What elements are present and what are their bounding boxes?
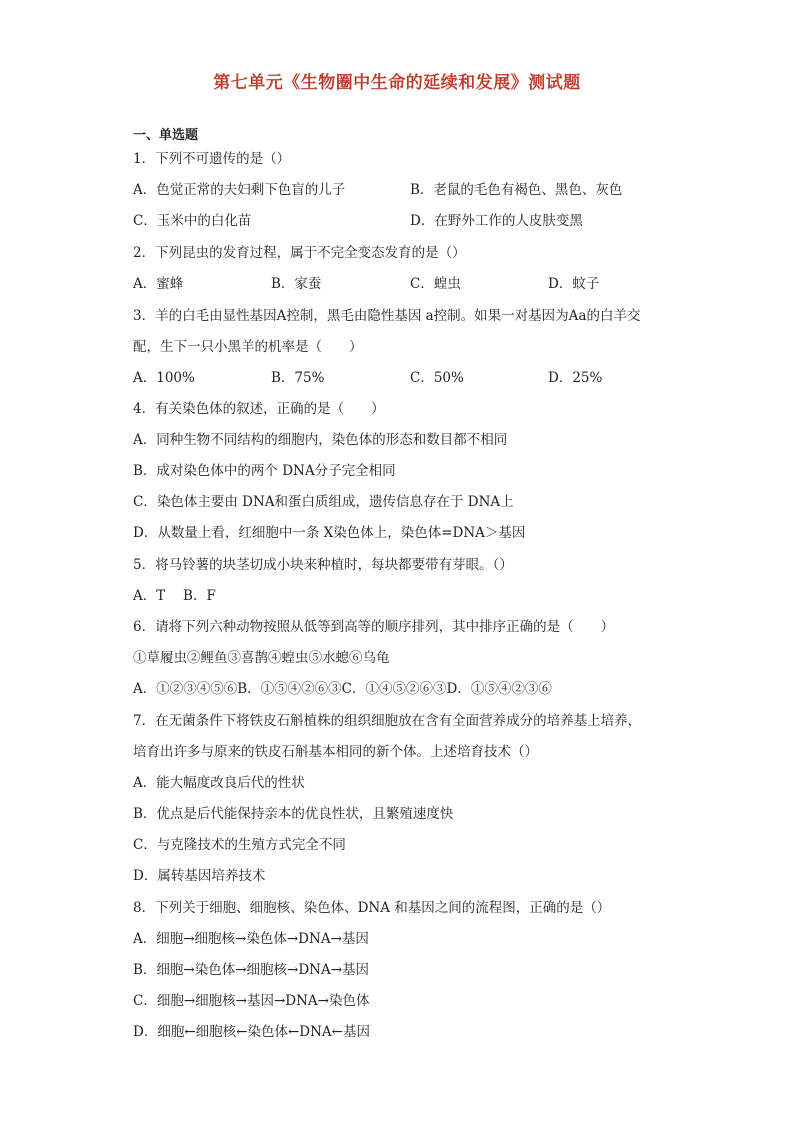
question-8-option-a: A．细胞→细胞核→染色体→DNA→基因 [133,931,369,947]
question-6-stem: 6．请将下列六种动物按照从低等到高等的顺序排列，其中排序正确的是（ ） [133,619,615,635]
question-5-stem: 5．将马铃薯的块茎切成小块来种植时，每块都要带有芽眼。（） [133,557,513,573]
question-3-option-d: D．25% [548,370,603,386]
question-7-option-a: A．能大幅度改良后代的性状 [133,775,305,791]
question-1-option-d: D．在野外工作的人皮肤变黑 [410,213,583,229]
question-7-option-c: C．与克隆技术的生殖方式完全不同 [133,837,346,853]
question-8-option-b: B．细胞→染色体→细胞核→DNA→基因 [133,962,370,978]
question-4-option-d: D．从数量上看，红细胞中一条 X染色体上，染色体=DNA＞基因 [133,525,526,541]
question-3-stem-line2: 配，生下一只小黑羊的机率是（ ） [133,339,363,355]
question-1-option-a: A．色觉正常的夫妇剩下色盲的儿子 [133,182,346,198]
question-3-stem-line1: 3．羊的白毛由显性基因A控制，黑毛由隐性基因 a控制。如果一对基因为Aa的白羊交 [133,308,641,324]
question-2-stem: 2．下列昆虫的发育过程，属于不完全变态发育的是（） [133,245,466,261]
question-4-option-b: B．成对染色体中的两个 DNA分子完全相同 [133,463,396,479]
question-3-option-a: A．100% [133,370,195,386]
question-6-options: A．①②③④⑤⑥B．①⑤④②⑥③C．①④⑤②⑥③D．①⑤④②③⑥ [133,681,552,697]
question-4-stem: 4．有关染色体的叙述，正确的是（ ） [133,401,385,417]
question-2-option-d: D．蚊子 [548,276,600,292]
question-8-option-c: C．细胞→细胞核→基因→DNA→染色体 [133,993,370,1009]
section-heading: 一、单选题 [133,128,199,143]
question-3-option-c: C．50% [410,370,464,386]
question-7-stem-line2: 培育出许多与原来的铁皮石斛基本相同的新个体。上述培育技术（） [133,744,538,760]
question-8-stem: 8．下列关于细胞、细胞核、染色体、DNA 和基因之间的流程图，正确的是（） [133,900,611,916]
question-2-option-b: B．家蚕 [271,276,322,292]
question-6-list: ①草履虫②鲤鱼③喜鹊④蝗虫⑤水螅⑥乌龟 [133,650,390,666]
page-title: 第七单元《生物圈中生命的延续和发展》测试题 [213,73,581,93]
question-7-option-d: D．属转基因培养技术 [133,868,266,884]
question-7-option-b: B．优点是后代能保持亲本的优良性状，且繁殖速度快 [133,806,454,822]
question-4-option-a: A．同种生物不同结构的细胞内，染色体的形态和数目都不相同 [133,432,508,448]
question-7-stem-line1: 7．在无菌条件下将铁皮石斛植株的组织细胞放在含有全面营养成分的培养基上培养， [133,713,642,729]
question-3-option-b: B．75% [271,370,325,386]
question-4-option-c: C．染色体主要由 DNA和蛋白质组成，遗传信息存在于 DNA上 [133,494,514,510]
question-2-option-c: C．蝗虫 [410,276,461,292]
question-8-option-d: D．细胞←细胞核←染色体←DNA←基因 [133,1024,370,1040]
question-2-option-a: A．蜜蜂 [133,276,184,292]
question-1-option-b: B．老鼠的毛色有褐色、黑色、灰色 [410,182,623,198]
question-5-options: A．T B．F [133,588,216,604]
question-1-stem: 1．下列不可遗传的是（） [133,151,291,167]
question-1-option-c: C．玉米中的白化苗 [133,213,252,229]
